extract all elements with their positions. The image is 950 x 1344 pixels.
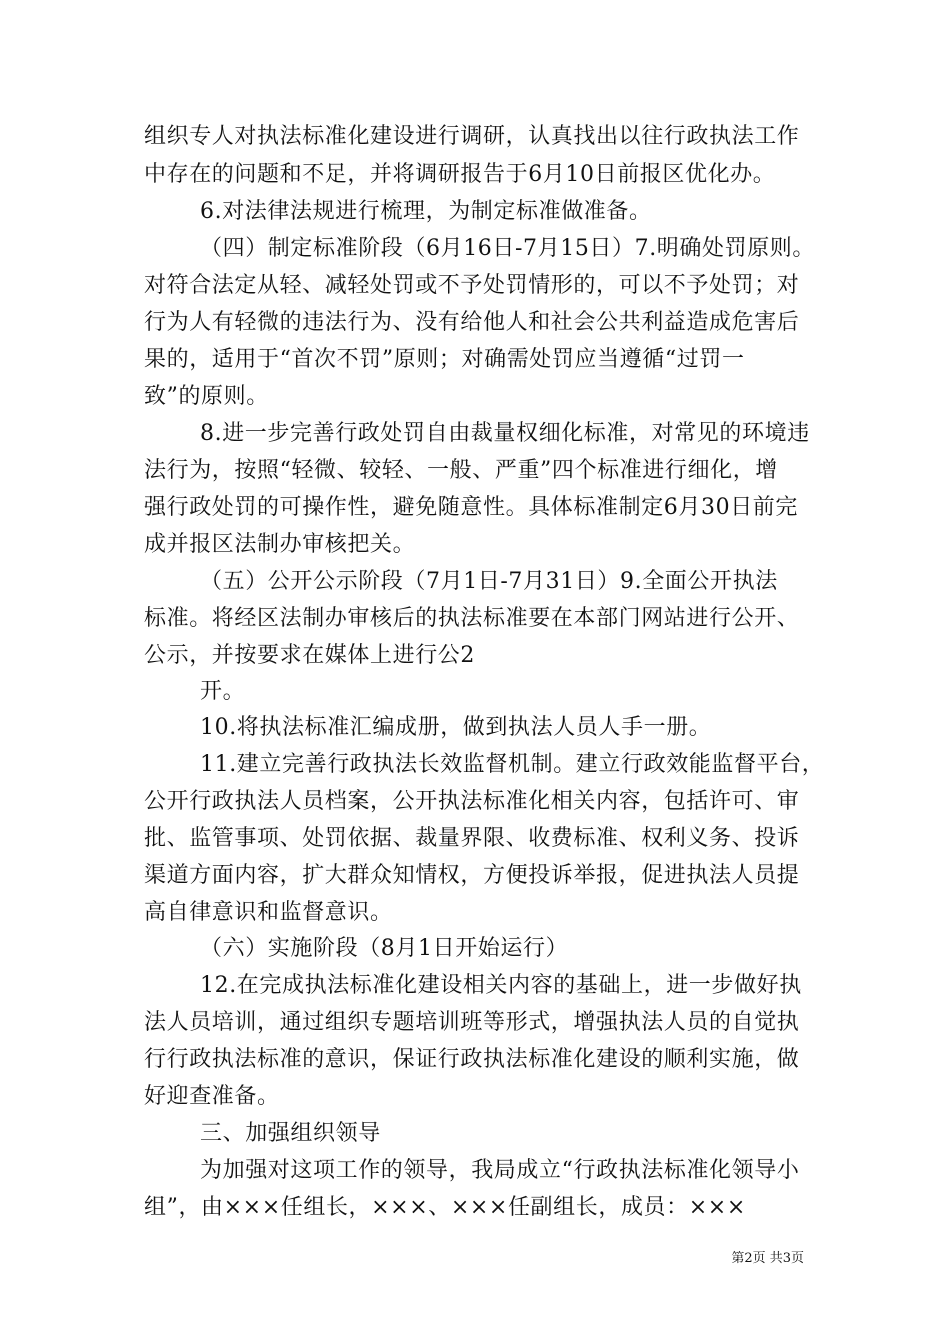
text-line: 公开行政执法人员档案，公开执法标准化相关内容，包括许可、审	[144, 789, 800, 814]
text-line: 6.对法律法规进行梳理，为制定标准做准备。	[200, 199, 652, 224]
text-line: 行为人有轻微的违法行为、没有给他人和社会公共利益造成危害后	[144, 310, 800, 335]
text-line: 成并报区法制办审核把关。	[144, 532, 416, 557]
text-line: 好迎查准备。	[144, 1084, 280, 1109]
text-line: 渠道方面内容，扩大群众知情权，方便投诉举报，促进执法人员提	[144, 863, 800, 888]
text-line: 致”的原则。	[144, 384, 269, 409]
page-number: 第2页 共3页	[731, 1251, 804, 1266]
text-line: 高自律意识和监督意识。	[144, 900, 393, 925]
section-heading-stage-4: （四）制定标准阶段（6月16日-7月15日）7.明确处罚原则。	[200, 236, 816, 261]
text-line: 8.进一步完善行政处罚自由裁量权细化标准，对常见的环境违	[200, 421, 810, 446]
text-line: 强行政处罚的可操作性，避免随意性。具体标准制定6月30日前完	[144, 495, 798, 520]
text-line: 中存在的问题和不足，并将调研报告于6月10日前报区优化办。	[144, 162, 776, 187]
text-line: 对符合法定从轻、减轻处罚或不予处罚情形的，可以不予处罚；对	[144, 273, 800, 298]
text-line: 10.将执法标准汇编成册，做到执法人员人手一册。	[200, 715, 712, 740]
text-line: 行行政执法标准的意识，保证行政执法标准化建设的顺利实施，做	[144, 1047, 800, 1072]
text-line: 为加强对这项工作的领导，我局成立“行政执法标准化领导小	[200, 1158, 800, 1183]
text-line: 11.建立完善行政执法长效监督机制。建立行政效能监督平台，	[200, 752, 825, 777]
text-line: 果的，适用于“首次不罚”原则；对确需处罚应当遵循“过罚一	[144, 347, 745, 372]
text-line: 公示，并按要求在媒体上进行公2	[144, 643, 475, 668]
text-line: 法人员培训，通过组织专题培训班等形式，增强执法人员的自觉执	[144, 1010, 800, 1035]
text-line: 标准。将经区法制办审核后的执法标准要在本部门网站进行公开、	[144, 606, 800, 631]
text-line: 批、监管事项、处罚依据、裁量界限、收费标准、权利义务、投诉	[144, 826, 800, 851]
text-line: 开。	[200, 679, 246, 704]
section-heading-leadership: 三、加强组织领导	[200, 1121, 381, 1146]
text-line: 12.在完成执法标准化建设相关内容的基础上，进一步做好执	[200, 973, 802, 998]
text-line: 组织专人对执法标准化建设进行调研，认真找出以往行政执法工作	[144, 124, 800, 149]
text-line: 法行为，按照“轻微、较轻、一般、严重”四个标准进行细化，增	[144, 458, 778, 483]
section-heading-stage-5: （五）公开公示阶段（7月1日-7月31日）9.全面公开执法	[200, 569, 778, 594]
section-heading-stage-6: （六）实施阶段（8月1日开始运行）	[200, 936, 569, 961]
text-line: 组”，由×××任组长，×××、×××任副组长，成员：×××	[144, 1195, 746, 1220]
